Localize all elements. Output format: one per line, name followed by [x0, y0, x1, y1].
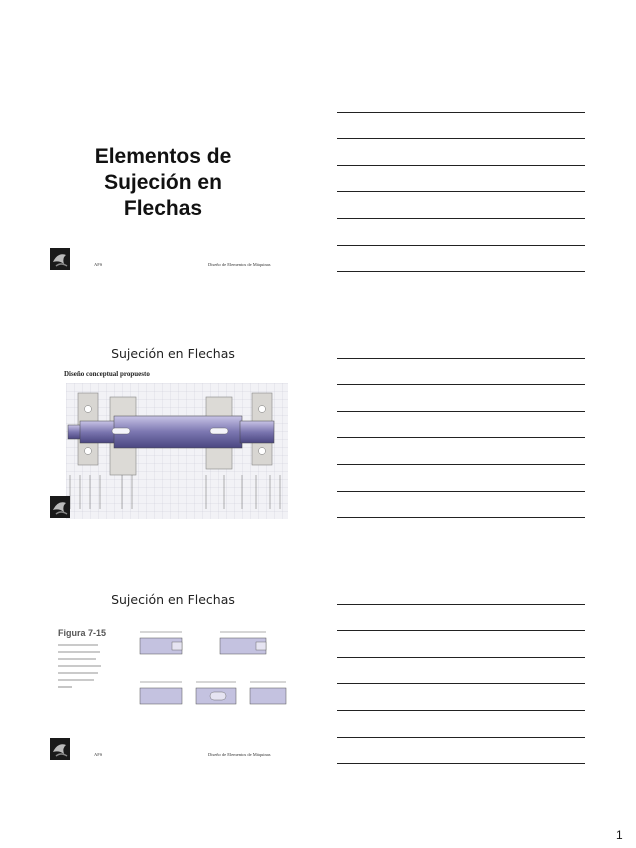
slide-3-title: Sujeción en Flechas: [111, 592, 235, 607]
notes-lines-3: [337, 578, 585, 764]
note-line: [337, 219, 585, 246]
shaft-assembly-diagram: [66, 383, 288, 519]
afs-logo-icon: [50, 496, 70, 518]
note-line: [337, 113, 585, 140]
slide-3: [48, 590, 288, 770]
notes-lines-2: [337, 332, 585, 518]
note-line: [337, 738, 585, 765]
note-line: [337, 246, 585, 273]
note-line: [337, 605, 585, 632]
note-line: [337, 139, 585, 166]
slide-3-footer-left: AFS: [94, 752, 103, 757]
note-line: [337, 658, 585, 685]
title-line-1: Elementos de: [94, 145, 232, 168]
note-line: [337, 578, 585, 605]
slide-1-footer-left: AFS: [94, 262, 103, 267]
figure-caption-text: [58, 642, 103, 690]
note-line: [337, 412, 585, 439]
slide-3-footer-right: Diseño de Elementos de Máquinas: [208, 752, 271, 757]
note-line: [337, 359, 585, 386]
note-line: [337, 192, 585, 219]
keyseat-figures: [110, 628, 288, 720]
slide-2-title: Sujeción en Flechas: [111, 346, 235, 361]
note-line: [337, 684, 585, 711]
title-line-3: Flechas: [123, 197, 203, 220]
slide-2: [48, 344, 288, 524]
slide-1: [48, 98, 288, 278]
notes-lines-1: [337, 86, 585, 272]
afs-logo-icon: [50, 248, 70, 270]
slide-2-caption: Diseño conceptual propuesto: [64, 370, 150, 378]
slide-1-title: [88, 144, 238, 222]
note-line: [337, 385, 585, 412]
afs-logo-icon: [50, 738, 70, 760]
note-line: [337, 332, 585, 359]
note-line: [337, 631, 585, 658]
figure-label: Figura 7-15: [58, 628, 107, 638]
slide-1-footer-right: Diseño de Elementos de Máquinas: [208, 262, 271, 267]
note-line: [337, 711, 585, 738]
title-line-2: Sujeción en: [104, 171, 222, 194]
note-line: [337, 438, 585, 465]
note-line: [337, 465, 585, 492]
note-line: [337, 166, 585, 193]
note-line: [337, 492, 585, 519]
page-number: 1: [616, 828, 623, 842]
note-line: [337, 86, 585, 113]
